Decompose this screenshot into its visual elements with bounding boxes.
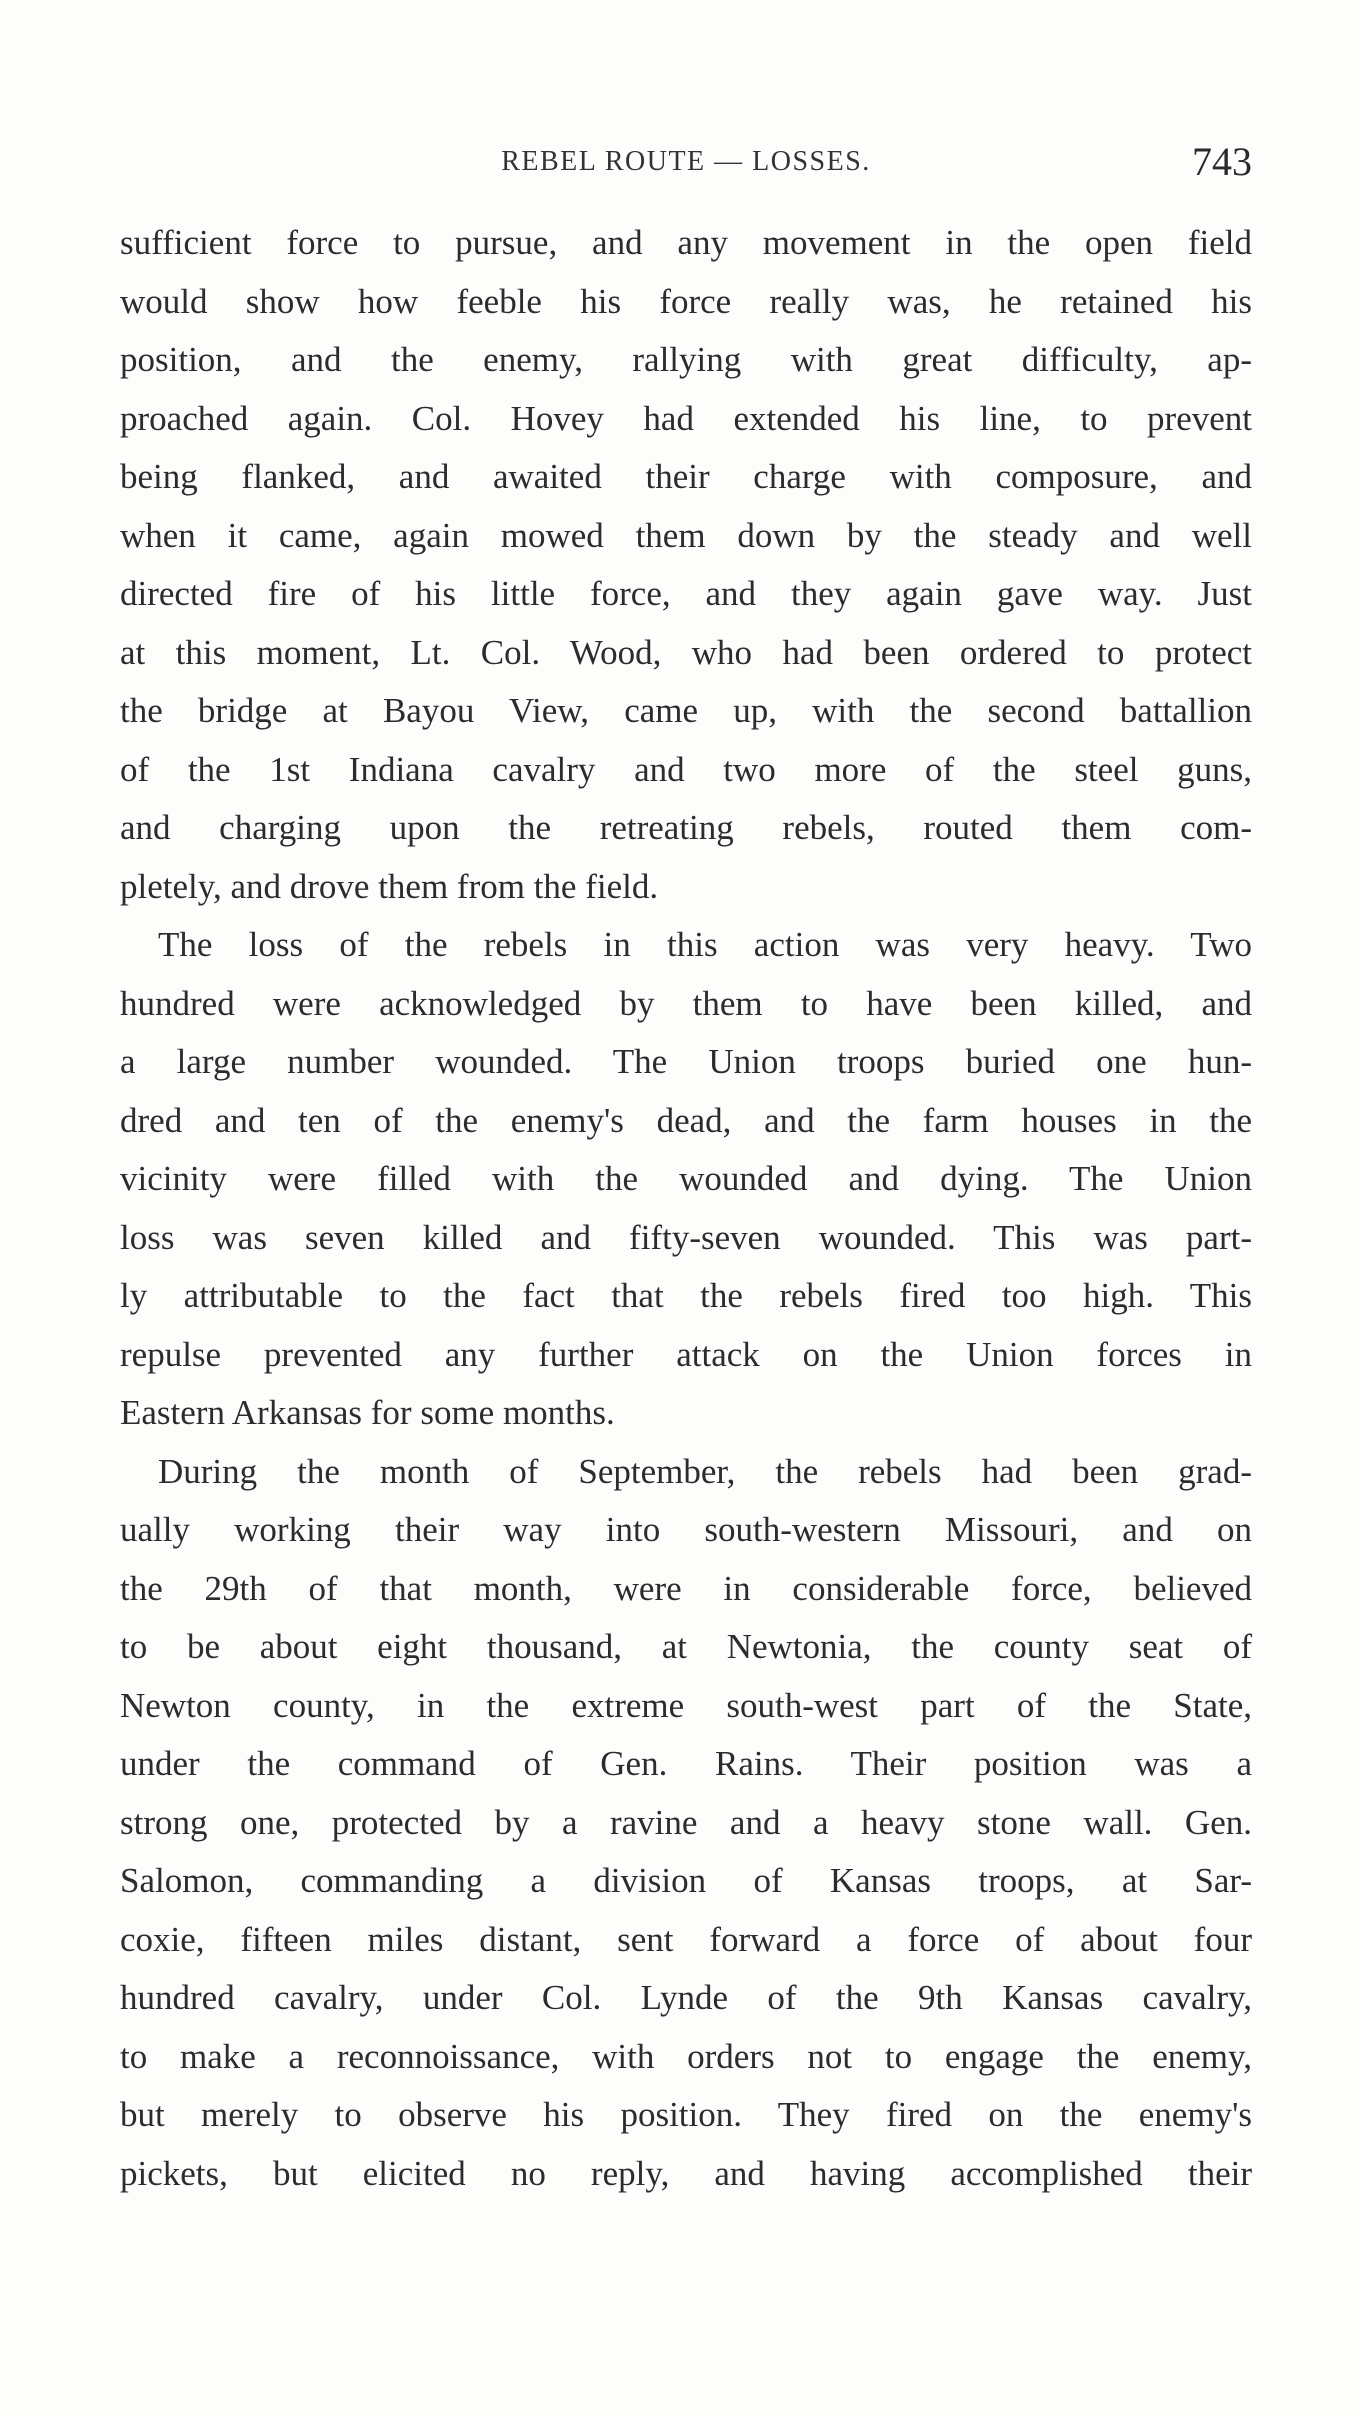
running-title: REBEL ROUTE — LOSSES. <box>501 146 871 177</box>
text-line: at this moment, Lt. Col. Wood, who had been ordered to protect <box>120 632 1252 672</box>
text-line: ually working their way into south-western Missouri, and on <box>120 1510 1252 1549</box>
text-line: sufficient force to pursue, and any movement in the open field <box>120 223 1252 262</box>
text-line: when it came, again mowed them down by the steady and well <box>120 515 1252 555</box>
text-line: proached again. Col. Hovey had extended his line, to prevent <box>120 398 1252 438</box>
text-line: hundred cavalry, under Col. Lynde of the 9th Kansas cavalry, <box>120 1978 1252 2017</box>
text-line: directed fire of his little force, and they again gave way. Just <box>120 574 1252 613</box>
text-line: a large number wounded. The Union troops buried one hun- <box>120 1042 1252 1081</box>
text-line: to be about eight thousand, at Newtonia, the county seat of <box>120 1627 1252 1666</box>
text-line: of the 1st Indiana cavalry and two more of the steel guns, <box>120 749 1252 789</box>
text-line: coxie, fifteen miles distant, sent forward a force of about four <box>120 1919 1252 1959</box>
text-line: the bridge at Bayou View, came up, with the second battallion <box>120 691 1252 730</box>
paragraph-start-line: During the month of September, the rebels had been grad- <box>158 1451 1252 1491</box>
text-line: to make a reconnoissance, with orders not to engage the enemy, <box>120 2036 1252 2076</box>
text-line: Newton county, in the extreme south-west part of the State, <box>120 1685 1252 1725</box>
text-line: vicinity were filled with the wounded and dying. The Union <box>120 1159 1252 1198</box>
body-text <box>120 214 1252 2203</box>
running-head <box>120 138 1252 188</box>
text-line: dred and ten of the enemy's dead, and the farm houses in the <box>120 1100 1252 1140</box>
paragraph-start-line: The loss of the rebels in this action was very heavy. Two <box>158 925 1252 964</box>
text-line: would show how feeble his force really was, he retained his <box>120 281 1252 321</box>
text-line: loss was seven killed and fifty-seven wounded. This was part- <box>120 1217 1252 1257</box>
text-line: pickets, but elicited no reply, and having accomplished their <box>120 2153 1252 2193</box>
text-line: and charging upon the retreating rebels, routed them com- <box>120 808 1252 847</box>
text-line: position, and the enemy, rallying with great difficulty, ap- <box>120 340 1252 379</box>
text-line: repulse prevented any further attack on the Union forces in <box>120 1334 1252 1374</box>
text-line: strong one, protected by a ravine and a heavy stone wall. Gen. <box>120 1802 1252 1842</box>
text-line: being flanked, and awaited their charge with composure, and <box>120 457 1252 496</box>
paragraph-end-line: Eastern Arkansas for some months. <box>120 1393 615 1432</box>
text-line: Salomon, commanding a division of Kansas troops, at Sar- <box>120 1861 1252 1900</box>
page-number: 743 <box>1192 139 1252 184</box>
paragraph-end-line: pletely, and drove them from the field. <box>120 866 659 906</box>
text-line: the 29th of that month, were in considerable force, believed <box>120 1568 1252 1608</box>
text-line: hundred were acknowledged by them to have been killed, and <box>120 983 1252 1023</box>
text-line: but merely to observe his position. They fired on the enemy's <box>120 2095 1252 2134</box>
text-line: ly attributable to the fact that the rebels fired too high. This <box>120 1276 1252 1315</box>
text-line: under the command of Gen. Rains. Their position was a <box>120 1744 1252 1783</box>
